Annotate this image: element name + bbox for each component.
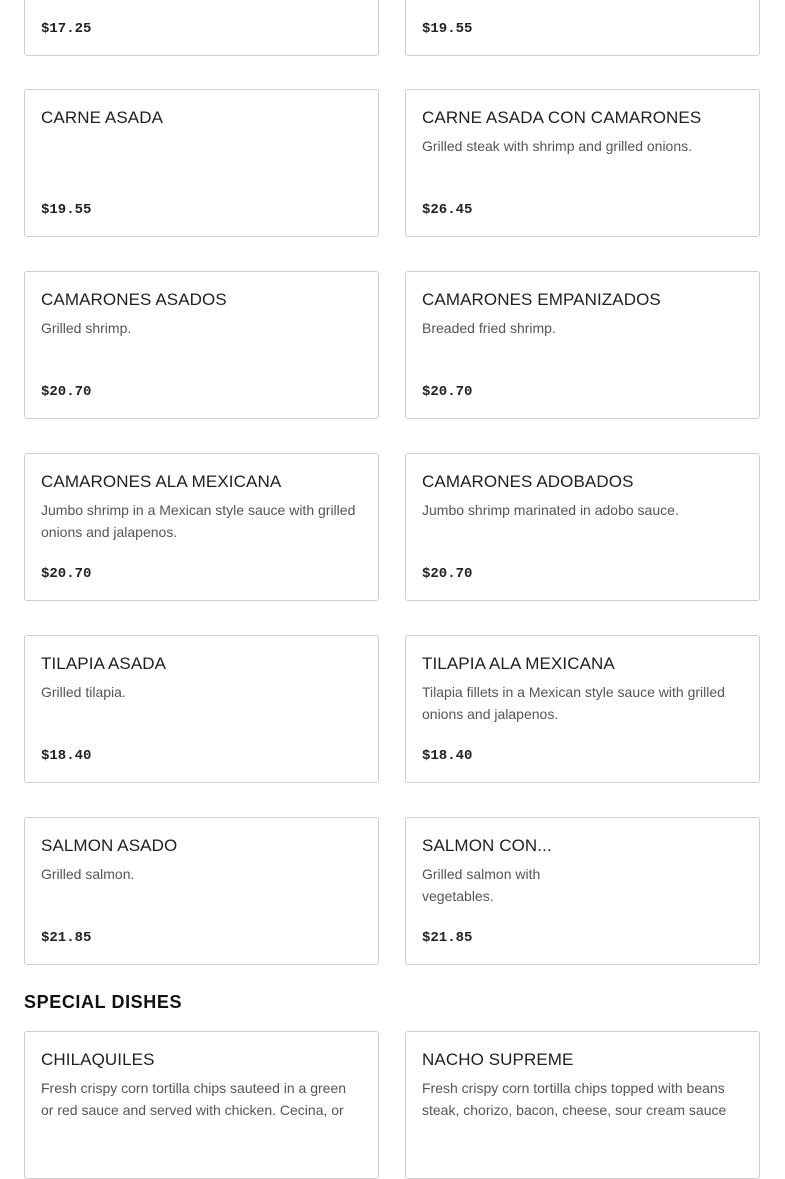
menu-item-description: Fresh crispy corn tortilla chips sauteed in a green or red sauce and served with chicken. Cecina, or <box>41 1080 347 1118</box>
menu-item-card[interactable] <box>405 0 760 56</box>
menu-item-card-camarones-adobados[interactable] <box>405 453 760 601</box>
menu-item-name: SALMON ASADO <box>41 836 178 855</box>
menu-item-name: CHILAQUILES <box>41 1050 155 1069</box>
menu-item-price: $21.85 <box>422 930 473 946</box>
menu-item-price: $18.40 <box>41 748 92 764</box>
menu-item-description: Grilled tilapia. <box>41 684 126 700</box>
menu-item-description: Tilapia fillets in a Mexican style sauce with grilled onions and jalapenos. <box>422 684 725 722</box>
menu-item-card-salmon-asado[interactable] <box>24 817 379 965</box>
menu-item-card-chilaquiles[interactable] <box>24 1031 379 1179</box>
menu-item-name: CARNE ASADA <box>41 108 164 127</box>
menu-item-card-camarones-ala-mexicana[interactable] <box>24 453 379 601</box>
menu-item-name: CAMARONES ASADOS <box>41 290 227 309</box>
menu-item-description: Grilled salmon. <box>41 866 135 882</box>
menu-item-price: $21.85 <box>41 930 92 946</box>
menu-item-card-camarones-empanizados[interactable] <box>405 271 760 419</box>
menu-item-description: Grilled shrimp. <box>41 320 132 336</box>
menu-item-name: TILAPIA ASADA <box>41 654 167 673</box>
menu-item-card-carne-asada-con-camarones[interactable] <box>405 89 760 237</box>
menu-item-name: CAMARONES EMPANIZADOS <box>422 290 661 309</box>
menu-item-price: $26.45 <box>422 202 473 218</box>
menu-item-price: $19.55 <box>41 202 92 218</box>
menu-item-price: $20.70 <box>422 384 473 400</box>
menu-item-name: CAMARONES ADOBADOS <box>422 472 634 491</box>
menu-item-description: Breaded fried shrimp. <box>422 320 556 336</box>
menu-item-card-tilapia-ala-mexicana[interactable] <box>405 635 760 783</box>
section-heading-special-dishes: SPECIAL DISHES <box>24 992 183 1012</box>
menu-item-card[interactable] <box>24 0 379 56</box>
menu-item-name: CARNE ASADA CON CAMARONES <box>422 108 702 127</box>
menu-item-name: SALMON CON... <box>422 836 552 855</box>
menu-item-name: NACHO SUPREME <box>422 1050 574 1069</box>
menu-item-description: Grilled steak with shrimp and grilled onions. <box>422 138 693 154</box>
menu-item-description: Fresh crispy corn tortilla chips topped with beans steak, chorizo, bacon, cheese, sour cream sauce <box>422 1080 727 1118</box>
menu-item-price: $20.70 <box>422 566 473 582</box>
menu-item-name: CAMARONES ALA MEXICANA <box>41 472 282 491</box>
menu-item-price: $20.70 <box>41 566 92 582</box>
menu-item-price: $19.55 <box>422 21 473 37</box>
menu-item-description: Jumbo shrimp marinated in adobo sauce. <box>422 502 679 518</box>
menu-item-card-salmon-con[interactable] <box>405 817 760 965</box>
menu-item-description: Jumbo shrimp in a Mexican style sauce with grilled onions and jalapenos. <box>41 502 356 540</box>
menu-item-card-nacho-supreme[interactable] <box>405 1031 760 1179</box>
menu-item-price: $18.40 <box>422 748 473 764</box>
menu-item-name: TILAPIA ALA MEXICANA <box>422 654 615 673</box>
menu-item-description: Grilled salmon with vegetables. <box>422 866 541 904</box>
menu-item-card-carne-asada[interactable] <box>24 89 379 237</box>
menu-item-card-tilapia-asada[interactable] <box>24 635 379 783</box>
menu-item-price: $17.25 <box>41 21 92 37</box>
menu-item-price: $20.70 <box>41 384 92 400</box>
menu-item-card-camarones-asados[interactable] <box>24 271 379 419</box>
